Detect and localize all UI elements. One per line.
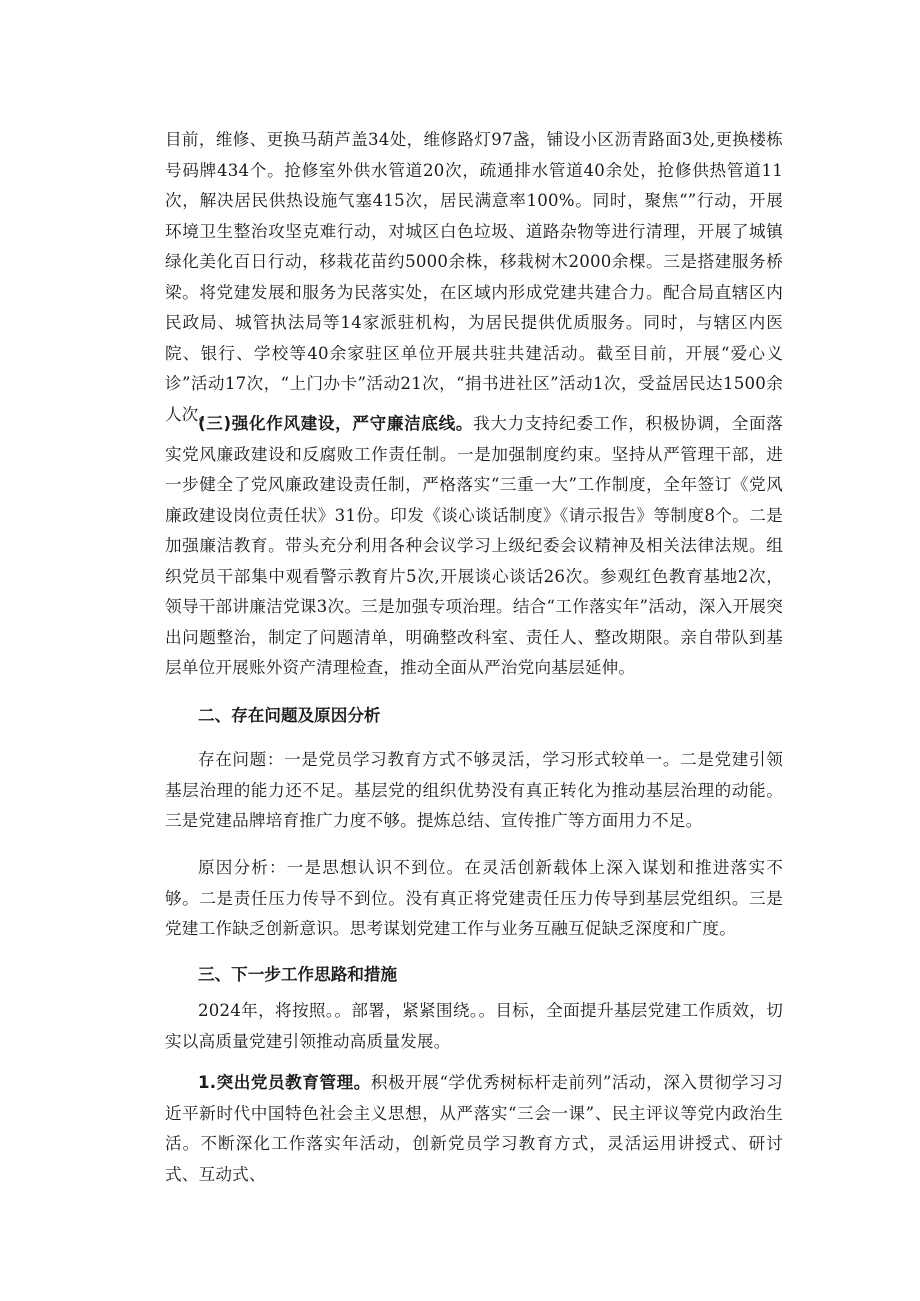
- paragraph-body-conduct: 我大力支持纪委工作，积极协调，全面落实党风廉政建设和反腐败工作责任制。一是加强制度约束。坚持从严管理干部，进一步健全了党风廉政建设责任制，严格落实“三重一大”工作制度，全年签订《党风廉政建设岗位责任状》31份。印发《谈心谈话制度》《请示报告》等制度8个。二是加强廉洁教育。带头充分利用各种会议学习上级纪委会议精神及相关法律法规。组织党员干部集中观看警示教育片5次,开展谈心谈话26次。参观红色教育基地2次，领导干部讲廉洁党课3次。三是加强专项治理。结合“工作落实年”活动，深入开展突出问题整治，制定了问题清单，明确整改科室、责任人、整改期限。亲自带队到基层单位开展账外资产清理检查，推动全面从严治党向基层延伸。: [165, 414, 783, 677]
- section-heading-problems: 二、存在问题及原因分析: [198, 706, 381, 725]
- section-heading-next-steps: 三、下一步工作思路和措施: [198, 965, 398, 984]
- paragraph-lead-education: 1.突出党员教育管理。: [198, 1073, 371, 1092]
- paragraph-conduct-building: [165, 409, 783, 684]
- paragraph-body-education: 积极开展“学优秀树标杆走前列”活动，深入贯彻学习习近平新时代中国特色社会主义思想，从严落实“三会一课”、民主评议等党内政治生活。不断深化工作落实年活动，创新党员学习教育方式，灵活运用讲授式、研讨式、互动式、: [165, 1073, 783, 1184]
- paragraph-cause-analysis: 原因分析：一是思想认识不到位。在灵活创新载体上深入谋划和推进落实不够。二是责任压力传导不到位。没有真正将党建责任压力传导到基层党组织。三是党建工作缺乏创新意识。思考谋划党建工作与业务互融互促缺乏深度和广度。: [165, 858, 783, 938]
- paragraph-2024-plan: 2024年，将按照。。部署，紧紧围绕。。目标，全面提升基层党建工作质效，切实以高质量党建引领推动高质量发展。: [165, 1001, 783, 1051]
- paragraph-party-education: [165, 1068, 783, 1190]
- paragraph-lead-conduct: (三)强化作风建设，严守廉洁底线。: [198, 414, 474, 433]
- paragraph-work-results: 目前，维修、更换马葫芦盖34处，维修路灯97盏，铺设小区沥青路面3处,更换楼栋号码牌434个。抢修室外供水管道20次，疏通排水管道40余处，抢修供热管道11次，解决居民供热设施气塞415次，居民满意率100%。同时，聚焦“”行动，开展环境卫生整治攻坚克难行动，对城区白色垃圾、道路杂物等进行清理，开展了城镇绿化美化百日行动，移栽花苗约5000余株，移栽树木2000余棵。三是搭建服务桥梁。将党建发展和服务为民落实处，在区域内形成党建共建合力。配合局直辖区内民政局、城管执法局等14家派驻机构，为居民提供优质服务。同时，与辖区内医院、银行、学校等40余家驻区单位开展共驻共建活动。截至目前，开展“爱心义诊”活动17次，“上门办卡”活动21次，“捐书进社区”活动1次，受益居民达1500余人次。: [165, 130, 783, 424]
- paragraph-existing-problems: 存在问题：一是党员学习教育方式不够灵活，学习形式较单一。二是党建引领基层治理的能力还不足。基层党的组织优势没有真正转化为推动基层治理的动能。三是党建品牌培育推广力度不够。提炼总结、宣传推广等方面用力不足。: [165, 750, 783, 830]
